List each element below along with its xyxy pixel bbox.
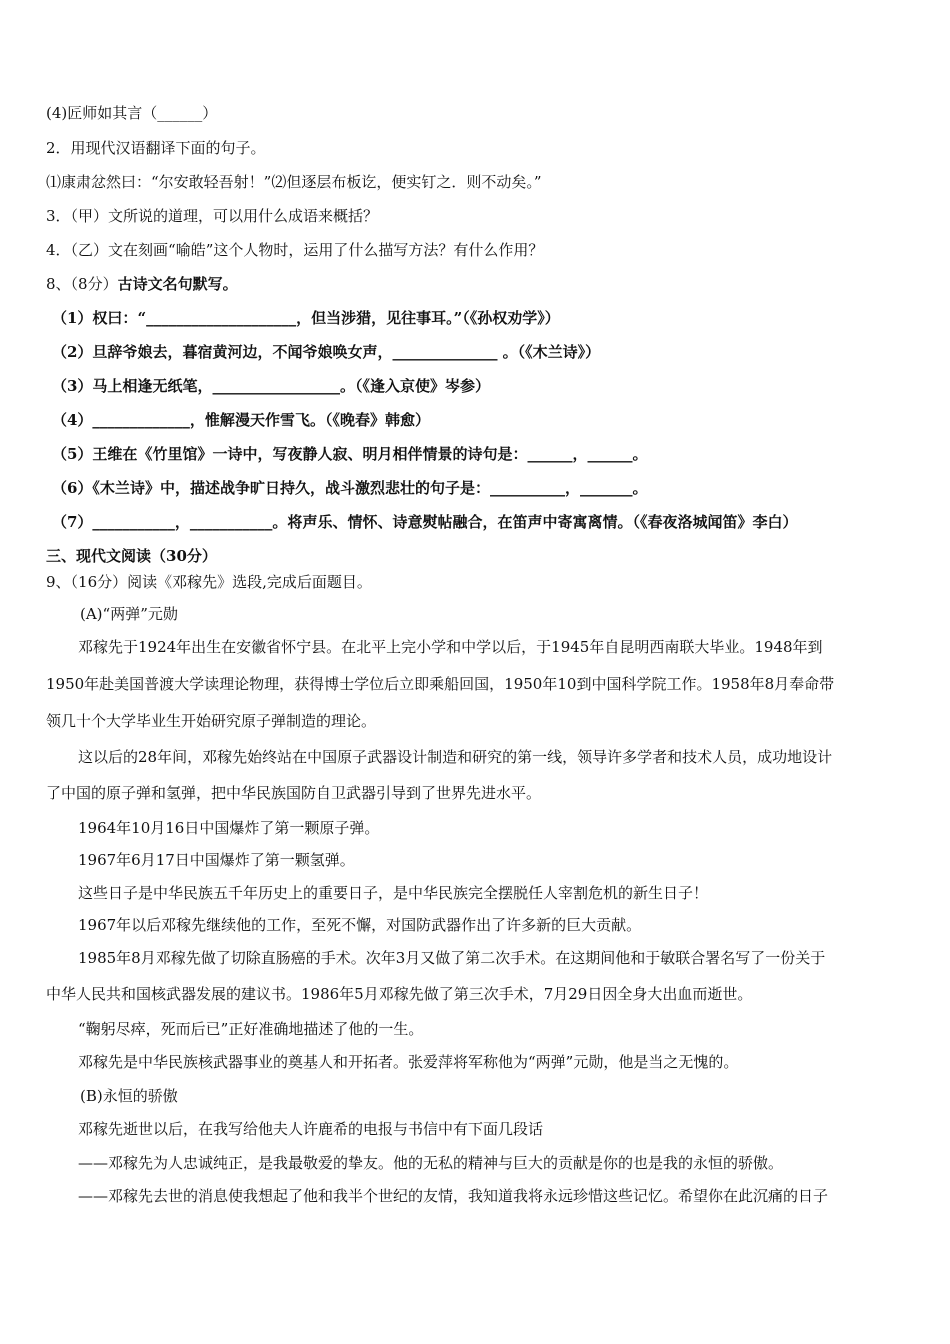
question-8-title: 古诗文名句默写。 bbox=[117, 275, 238, 293]
passage-line: 邓稼先逝世以后，在我写给他夫人许鹿希的电报与书信中有下面几段话 bbox=[78, 1120, 544, 1138]
recitation-item-5: （5）王维在《竹里馆》一诗中，写夜静人寂、明月相伴情景的诗句是：______，______。 bbox=[52, 445, 648, 463]
question-9: 9、（16分）阅读《邓稼先》选段,完成后面题目。 bbox=[46, 573, 372, 591]
passage-line: 领几十个大学毕业生开始研究原子弹制造的理论。 bbox=[46, 712, 377, 730]
question-8-heading bbox=[46, 274, 238, 294]
passage-line: 1985年8月邓稼先做了切除直肠癌的手术。次年3月又做了第二次手术。在这期间他和于敏联合署名写了一份关于 bbox=[78, 949, 826, 967]
question-2: 2．用现代汉语翻译下面的句子。 bbox=[46, 139, 266, 157]
passage-line: 邓稼先于1924年出生在安徽省怀宁县。在北平上完小学和中学以后，于1945年自昆明西南联大毕业。1948年到 bbox=[78, 638, 823, 656]
passage-line: 1967年6月17日中国爆炸了第一颗氢弹。 bbox=[78, 851, 355, 869]
passage-line: 了中国的原子弹和氢弹，把中华民族国防自卫武器引导到了世界先进水平。 bbox=[46, 784, 542, 802]
passage-line: 这以后的28年间，邓稼先始终站在中国原子武器设计制造和研究的第一线，领导许多学者和技术人员，成功地设计 bbox=[78, 748, 833, 766]
passage-b-title: (B)永恒的骄傲 bbox=[80, 1087, 178, 1105]
translate-sentences: ⑴康肃忿然曰：“尔安敢轻吾射！”⑵但逐层布板讫，便实钉之．则不动矣。” bbox=[46, 173, 542, 191]
recitation-item-4: （4）_____________，惟解漫天作雪飞。（《晚春》韩愈） bbox=[52, 411, 430, 429]
recitation-item-2: （2）旦辞爷娘去，暮宿黄河边，不闻爷娘唤女声，______________ 。（《木兰诗》） bbox=[52, 343, 601, 361]
recitation-item-6: （6）《木兰诗》中，描述战争旷日持久，战斗激烈悲壮的句子是：__________，_______。 bbox=[52, 479, 648, 497]
question-3: 3．（甲）文所说的道理，可以用什么成语来概括？ bbox=[46, 207, 379, 225]
passage-line: 中华人民共和国核武器发展的建议书。1986年5月邓稼先做了第三次手术，7月29日因全身大出血而逝世。 bbox=[46, 985, 753, 1003]
passage-line: ——邓稼先去世的消息使我想起了他和我半个世纪的友情，我知道我将永远珍惜这些记忆。希望你在此沉痛的日子 bbox=[78, 1187, 829, 1205]
passage-line: 1950年赴美国普渡大学读理论物理，获得博士学位后立即乘船回国，1950年10到中国科学院工作。1958年8月奉命带 bbox=[46, 675, 835, 693]
section-3-heading: 三、现代文阅读（30分） bbox=[46, 547, 217, 565]
passage-line: “鞠躬尽瘁，死而后已”正好准确地描述了他的一生。 bbox=[78, 1020, 424, 1038]
question-8-score: 8、（8分） bbox=[46, 275, 118, 293]
question-4-blank: (4)匠师如其言（______） bbox=[46, 104, 218, 122]
recitation-item-3: （3）马上相逢无纸笔，_________________。（《逢入京使》岑参） bbox=[52, 377, 490, 395]
recitation-item-1: （1）权曰：“____________________，但当涉猎，见往事耳。”（《孙权劝学》） bbox=[52, 309, 560, 327]
question-4: 4．（乙）文在刻画“喻皓”这个人物时，运用了什么描写方法？有什么作用？ bbox=[46, 241, 544, 259]
passage-line: 这些日子是中华民族五千年历史上的重要日子，是中华民族完全摆脱任人宰割危机的新生日子！ bbox=[78, 884, 709, 902]
passage-line: 1967年以后邓稼先继续他的工作，至死不懈，对国防武器作出了许多新的巨大贡献。 bbox=[78, 916, 642, 934]
passage-a-title: (A)“两弹”元勋 bbox=[80, 605, 178, 623]
recitation-item-7: （7）___________，___________。将声乐、情怀、诗意熨帖融合，在笛声中寄寓离情。（《春夜洛城闻笛》李白） bbox=[52, 513, 798, 531]
passage-line: ——邓稼先为人忠诚纯正，是我最敬爱的挚友。他的无私的精神与巨大的贡献是你的也是我的永恒的骄傲。 bbox=[78, 1154, 784, 1172]
passage-line: 邓稼先是中华民族核武器事业的奠基人和开拓者。张爱萍将军称他为“两弹”元勋，他是当之无愧的。 bbox=[78, 1053, 739, 1071]
passage-line: 1964年10月16日中国爆炸了第一颗原子弹。 bbox=[78, 819, 380, 837]
